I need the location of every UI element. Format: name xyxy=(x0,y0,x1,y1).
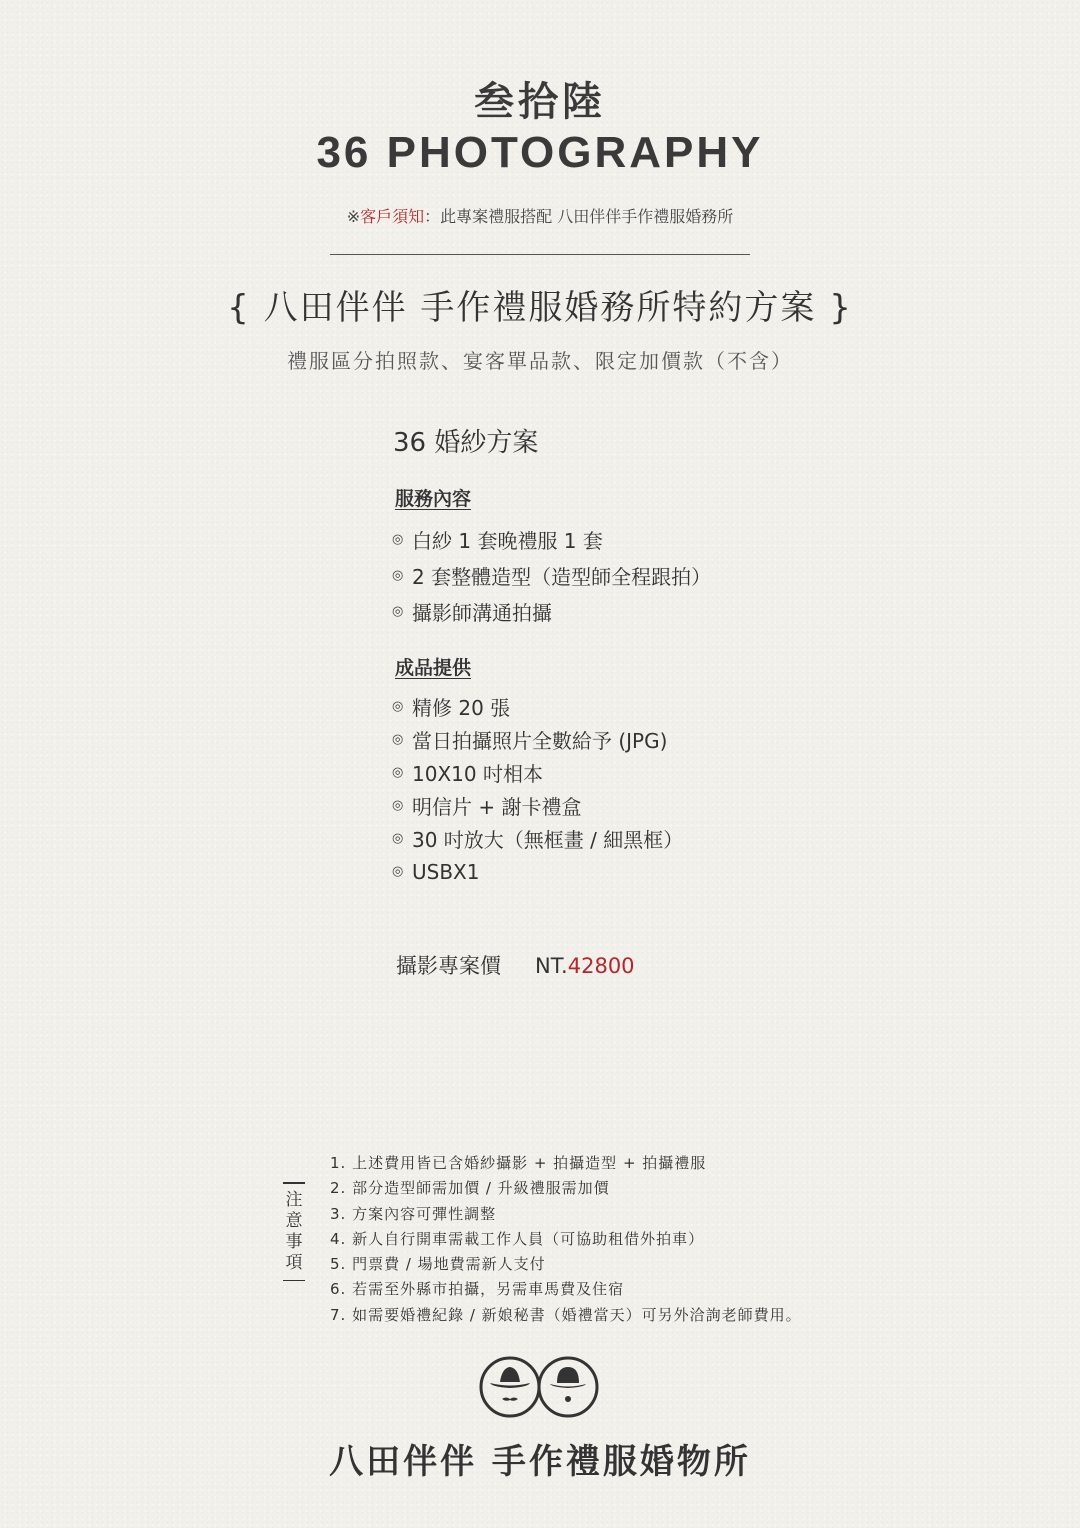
bullet-icon: ◎ xyxy=(392,831,404,846)
list-item xyxy=(392,789,683,822)
service-item: 2 套整體造型（造型師全程跟拍） xyxy=(412,564,712,589)
notes-label-char: 項 xyxy=(285,1252,303,1273)
label-bar-top xyxy=(283,1182,305,1184)
plan-name: 36 婚紗方案 xyxy=(393,428,539,458)
note-item: 3. 方案內容可彈性調整 xyxy=(330,1204,497,1223)
bullet-icon: ◎ xyxy=(392,603,404,619)
note-item: 1. 上述費用皆已含婚紗攝影 + 拍攝造型 + 拍攝禮服 xyxy=(330,1154,707,1172)
price-currency: NT. xyxy=(535,954,568,978)
list-item xyxy=(392,756,683,789)
bullet-icon: ◎ xyxy=(392,699,404,714)
note-item: 4. 新人自行開車需載工作人員（可協助租借外拍車） xyxy=(330,1229,705,1248)
list-item xyxy=(392,855,683,888)
product-item: USBX1 xyxy=(412,859,480,884)
product-item: 30 吋放大（無框畫 / 細黑框） xyxy=(412,828,684,852)
product-item: 10X10 吋相本 xyxy=(412,762,543,786)
products-list xyxy=(392,690,683,888)
service-item: 攝影師溝通拍攝 xyxy=(412,600,552,625)
notes-label-char: 注 xyxy=(285,1189,303,1210)
notes-label xyxy=(272,1176,316,1306)
service-item: 白紗 1 套晚禮服 1 套 xyxy=(412,528,603,553)
notes-label-char: 事 xyxy=(285,1231,303,1252)
hat-logo-icon xyxy=(478,1354,602,1420)
list-item xyxy=(392,690,683,723)
notice-text: ：此專案禮服搭配 八田伴伴手作禮服婚務所 xyxy=(424,207,734,226)
bullet-icon: ◎ xyxy=(392,567,404,583)
note-item: 7. 如需要婚禮紀錄 / 新娘秘書（婚禮當天）可另外洽詢老師費用。 xyxy=(330,1305,802,1324)
bullet-icon: ◎ xyxy=(392,765,404,780)
label-bar-bottom xyxy=(283,1280,305,1282)
price-row xyxy=(396,950,635,980)
services-list xyxy=(392,521,711,629)
product-item: 當日拍攝照片全數給予 (JPG) xyxy=(412,729,668,753)
header-divider xyxy=(330,254,750,255)
plan-subtitle: 禮服區分拍照款、宴客單品款、限定加價款（不含） xyxy=(287,349,793,373)
customer-notice xyxy=(0,204,1080,227)
bullet-icon: ◎ xyxy=(392,864,404,879)
bullet-icon: ◎ xyxy=(392,732,404,747)
services-title: 服務內容 xyxy=(395,488,472,510)
bullet-icon: ◎ xyxy=(392,798,404,813)
note-item: 6. 若需至外縣市拍攝，另需車馬費及住宿 xyxy=(330,1280,625,1299)
footer-brand: 八田伴伴 手作禮服婚物所 xyxy=(329,1442,751,1482)
note-item: 5. 門票費 / 場地費需新人支付 xyxy=(330,1255,546,1274)
notice-highlight: 客戶須知 xyxy=(360,207,425,226)
list-item xyxy=(392,557,711,593)
list-item xyxy=(392,723,683,756)
notice-prefix: ※ xyxy=(346,207,361,226)
list-item xyxy=(392,822,683,855)
price-amount xyxy=(535,954,635,978)
product-item: 精修 20 張 xyxy=(412,696,511,720)
plan-title: { 八田伴伴 手作禮服婚務所特約方案 } xyxy=(227,288,853,328)
note-item: 2. 部分造型師需加價 / 升級禮服需加價 xyxy=(330,1179,610,1198)
list-item xyxy=(392,521,711,557)
notes-label-char: 意 xyxy=(285,1210,303,1231)
product-item: 明信片 + 謝卡禮盒 xyxy=(412,795,582,819)
bullet-icon: ◎ xyxy=(392,531,404,547)
products-title: 成品提供 xyxy=(395,657,472,679)
brand-name-chinese: 叁拾陸 xyxy=(474,79,606,125)
price-value: 42800 xyxy=(567,954,635,978)
brand-name-english: 36 PHOTOGRAPHY xyxy=(316,128,764,177)
list-item xyxy=(392,593,711,629)
notes-list xyxy=(330,1151,802,1328)
price-label: 攝影專案價 xyxy=(396,954,501,978)
